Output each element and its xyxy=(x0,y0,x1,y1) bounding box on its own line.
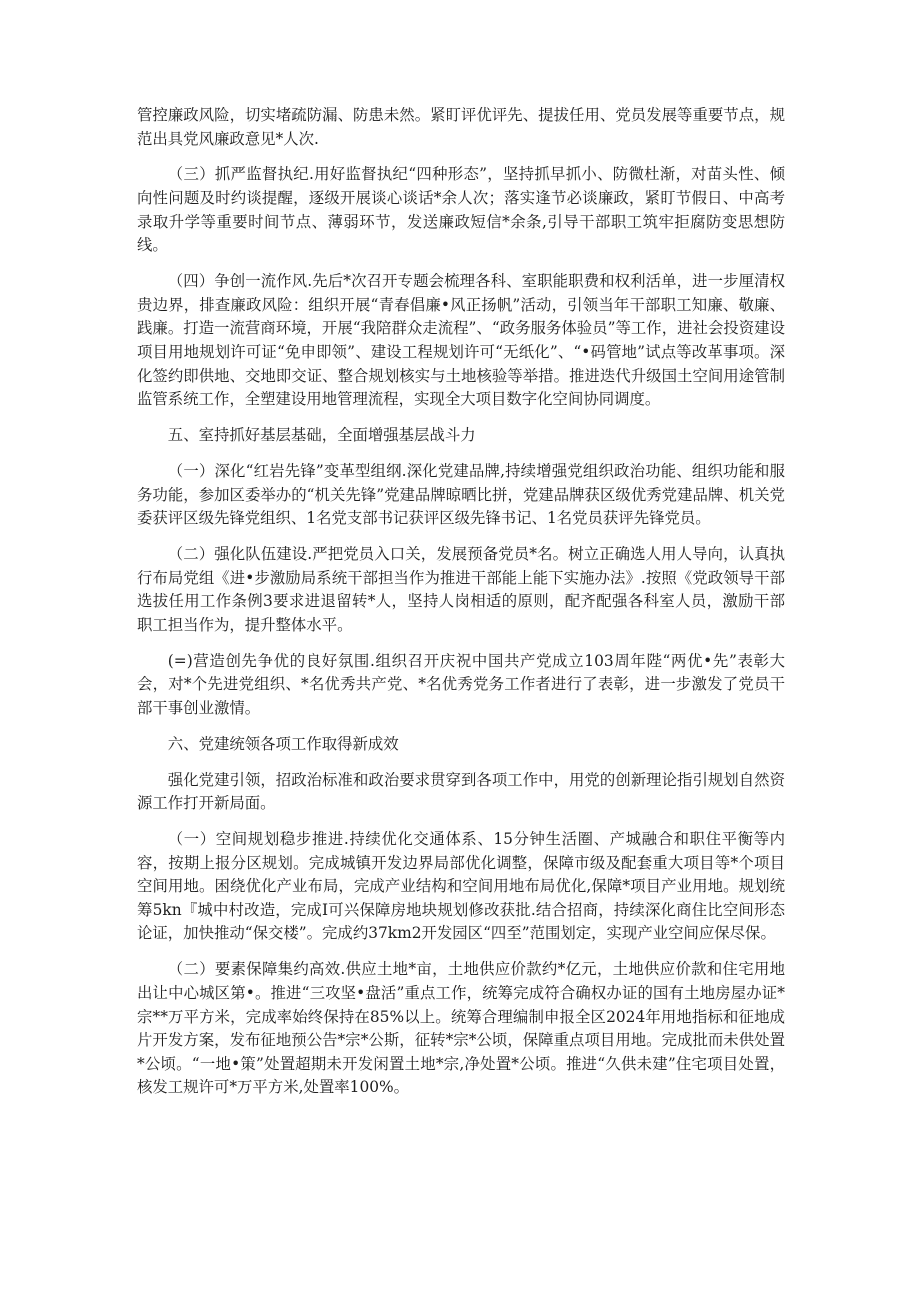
paragraph-continuation: 管控廉政风险，切实堵疏防漏、防患未然。紧盯评优评先、提拔任用、党员发展等重要节点，规范出具党风廉政意见*人次. xyxy=(137,106,785,148)
paragraph-party-leadership: 强化党建引领，招政治标准和政治要求贯穿到各项工作中，用党的创新理论指引规划自然资源工作打开新局面。 xyxy=(137,770,785,813)
paragraph-supervision: （三）抓严监督执纪.用好监督执纪“四种形态”，坚持抓早抓小、防微杜渐，对苗头性、倾向性问题及时约谈提醒，逐级开展谈心谈话*余人次；落实逢节必谈廉政，紧盯节假日、中高考录取升学等重要时间节点、薄弱环节，发送廉政短信*余条,引导干部职工筑牢拒腐防变思想防线。 xyxy=(137,165,785,255)
paragraph-organization: （一）深化“红岩先锋”变革型组纲.深化党建品牌,持续增强党组织政治功能、组织功能和服务功能，参加区委举办的“机关先锋”党建品牌晾晒比拼，党建品牌获区级优秀党建品牌、机关党委获评区级先锋党组织、1名党支部书记获评区级先锋书记、1名党员获评先锋党员。 xyxy=(137,461,785,528)
paragraph-spatial-planning: （一）空间规划稳步推进.持续优化交通体系、15分钟生活圈、产城融合和职住平衡等内容，按期上报分区规划。完成城镇开发边界局部优化调整，保障市级及配套重大项目等*个项目空间用地。困绕优化产业布局，完成产业结构和空间用地布局优化,保障*项目产业用地。规划统筹5kn『城中村改造，完成I可兴保障房地块规划修改获批.结合招商，持续深化商住比空间形态论证，加快推动“保交楼”。完成约37km2开发园区“四至”范围划定，实现产业空间应保尽保。 xyxy=(137,830,785,943)
section-heading-6: 六、党建统领各项工作取得新成效 xyxy=(167,734,399,753)
section-heading-5: 五、室持抓好基层基础，全面增强基层战斗力 xyxy=(167,426,476,445)
paragraph-work-style: （四）争创一流作风.先后*次召开专题会梳理各科、室职能职费和权利活单，进一步厘清权贵边界，排查廉政风险：组织开展“青春倡廉•风正扬帆”活动，引领当年干部职工知廉、敬廉、践廉。打造一流营商环境，开展“我陪群众走流程”、“政务服务体验员”等工作，进社会投资建设项目用地规划许可证“免申即领”、建设工程规划许可“无纸化”、“•码管地”试点等改革事项。深化签约即供地、交地即交证、整合规划核实与土地核验等举措。推进迭代升级国土空间用途管制监管系统工作，全塑建设用地管理流程，实现全大项目数字化空间协同调度。 xyxy=(137,272,785,409)
document-page xyxy=(137,104,785,1112)
paragraph-atmosphere: (=)营造创先争优的良好氛围.组织召开庆祝中国共产党成立103周年陛“两优•先”表彰大会，对*个先进党组织、*名优秀共产党、*名优秀党务工作者进行了表彰，进一步激发了党员干部干事创业激情。 xyxy=(137,651,785,717)
paragraph-team-building: （二）强化队伍建设.严把党员入口关，发展预备党员*名。树立正确选人用人导向，认真执行布局党组《进•步激励局系统干部担当作为推进干部能上能下实施办法》.按照《党政领导干部选拔任用工作条例3要求进退留转*人，坚持人岗相适的原则，配齐配强各科室人员，激励干部职工担当作为，提升整体水平。 xyxy=(137,544,785,634)
paragraph-resource-guarantee: （二）要素保障集约高效.供应土地*亩，土地供应价款约*亿元，土地供应价款和住宅用地出让中心城区第•。推进“三攻坚•盘活”重点工作，统筹完成符合确权办证的国有土地房屋办证*宗**万平方米，完成率始终保持在85%以上。统筹合理编制申报全区2024年用地指标和征地成片开发方案，发布征地预公告*宗*公斯，征转*宗*公顷，保障重点项目用地。完成批而未供处置*公顷。“一地•策”处置超期未开发闲置土地*宗,净处置*公顷。推进“久供未建”住宅项目处置，核发工规许可*万平方米,处置率100%。 xyxy=(137,960,785,1097)
